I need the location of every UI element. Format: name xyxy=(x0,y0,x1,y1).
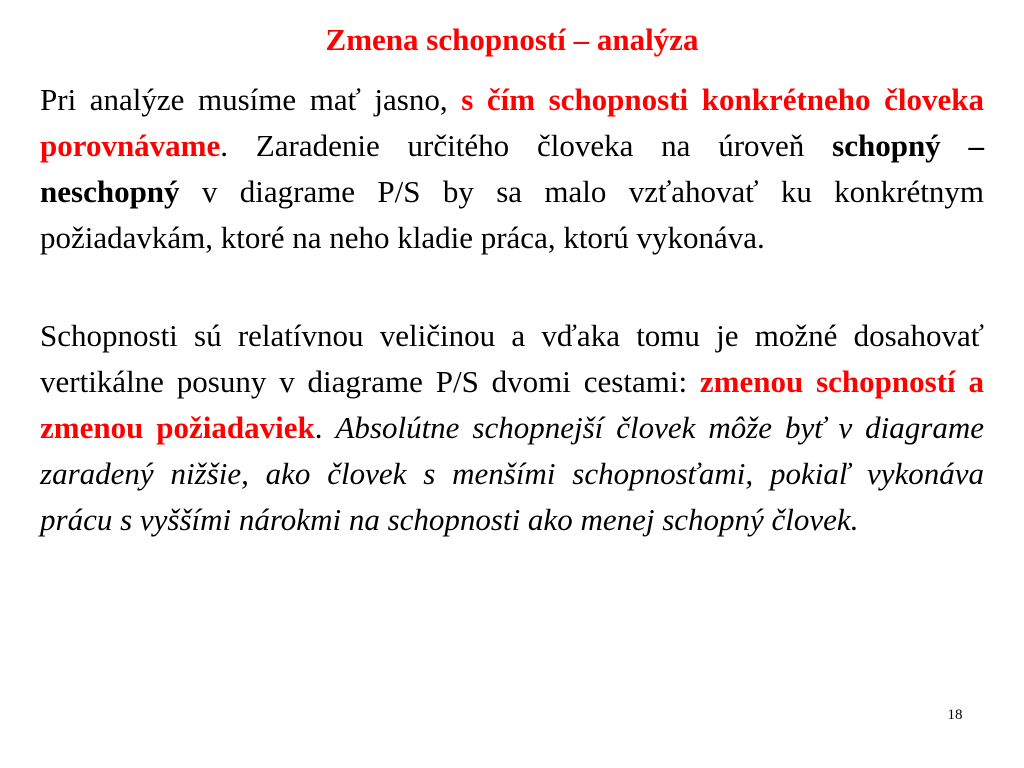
slide-title: Zmena schopností – analýza xyxy=(325,22,699,57)
paragraph1-emphasis-comparison: s čím schopnosti konkrétneho človeka porovnávame xyxy=(40,82,985,163)
paragraph-relative-abilities xyxy=(40,313,984,543)
paragraph2-text-2: . xyxy=(314,410,336,445)
paragraph1-bold-capable-incapable: schopný – neschopný xyxy=(40,128,985,209)
paragraph1-text-3: v diagrame P/S by sa malo vzťahovať ku konkrétnym požiadavkám, ktoré na neho kladie práca, ktorú vykonáva. xyxy=(40,174,984,255)
paragraph1-text-2: . Zaradenie určitého človeka na úroveň xyxy=(220,128,833,163)
paragraph2-italic-example: Absolútne schopnejší človek môže byť v diagrame zaradený nižšie, ako človek s menšími schopnosťami, pokiaľ vykonáva prácu s vyššími nárokmi na schopnosti ako menej schopný človek. xyxy=(40,410,984,537)
page-number: 18 xyxy=(947,707,963,723)
paragraph2-emphasis-two-ways: zmenou schopností a zmenou požiadaviek xyxy=(40,364,984,445)
paragraph1-text-1: Pri analýze musíme mať jasno, xyxy=(40,82,462,117)
paragraph2-text-1: Schopnosti sú relatívnou veličinou a vďaka tomu je možné dosahovať vertikálne posuny v diagrame P/S dvomi cestami: xyxy=(40,318,984,399)
paragraph-analysis-reference xyxy=(40,77,984,261)
